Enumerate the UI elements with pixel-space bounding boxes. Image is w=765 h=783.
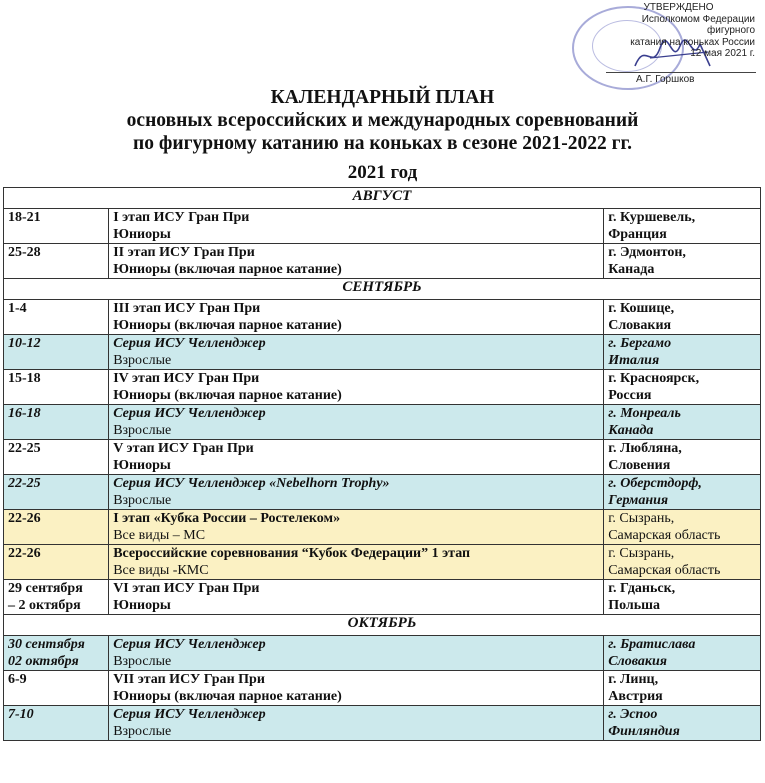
event-name: Всероссийские соревнования “Кубок Федерации” 1 этап <box>113 546 471 561</box>
event-date: 15-18 <box>8 371 41 386</box>
event-city: г. Сызрань, <box>608 546 675 561</box>
event-row <box>4 475 761 510</box>
event-city: г. Бергамо <box>608 336 672 351</box>
event-row <box>4 300 761 335</box>
event-row <box>4 244 761 279</box>
event-country: Россия <box>608 388 652 403</box>
event-date: 30 сентября <box>8 637 85 652</box>
event-date: 25-28 <box>8 245 41 260</box>
event-name: I этап ИСУ Гран При <box>113 210 250 225</box>
month-heading: СЕНТЯБРЬ <box>4 279 761 300</box>
event-date: 29 сентября <box>8 581 83 596</box>
event-name-cell <box>109 671 604 706</box>
event-name-cell <box>109 510 604 545</box>
event-name-cell <box>109 335 604 370</box>
event-location-cell <box>604 405 761 440</box>
month-row <box>4 188 761 209</box>
event-location-cell <box>604 580 761 615</box>
event-date: 7-10 <box>8 707 34 722</box>
event-name-cell <box>109 580 604 615</box>
event-date: 22-25 <box>8 476 41 491</box>
month-row <box>4 279 761 300</box>
event-location-cell <box>604 440 761 475</box>
event-category: Взрослые <box>113 654 172 669</box>
event-name-cell <box>109 440 604 475</box>
event-country: Австрия <box>608 689 663 704</box>
event-name: Серия ИСУ Челленджер <box>113 406 266 421</box>
event-name-cell <box>109 209 604 244</box>
event-category: Взрослые <box>113 724 172 739</box>
event-name: Серия ИСУ Челленджер <box>113 707 266 722</box>
event-name: VI этап ИСУ Гран При <box>113 581 260 596</box>
event-location-cell <box>604 706 761 741</box>
event-name: V этап ИСУ Гран При <box>113 441 254 456</box>
event-name: IV этап ИСУ Гран При <box>113 371 260 386</box>
event-city: г. Куршевель, <box>608 210 696 225</box>
event-country: Самарская область <box>608 528 721 543</box>
event-category: Юниоры <box>113 598 171 613</box>
event-city: г. Линц, <box>608 672 659 687</box>
event-date-cell <box>4 440 109 475</box>
event-date-cell <box>4 244 109 279</box>
calendar-table <box>3 187 761 741</box>
event-name: Серия ИСУ Челленджер <box>113 637 266 652</box>
event-date-cell <box>4 300 109 335</box>
event-location-cell <box>604 671 761 706</box>
event-row <box>4 706 761 741</box>
event-row <box>4 405 761 440</box>
event-location-cell <box>604 335 761 370</box>
event-city: г. Красноярск, <box>608 371 700 386</box>
event-row <box>4 636 761 671</box>
event-category: Юниоры <box>113 227 171 242</box>
event-name: III этап ИСУ Гран При <box>113 301 261 316</box>
signature-line <box>606 72 756 73</box>
event-city: г. Монреаль <box>608 406 681 421</box>
event-category: Все виды – МС <box>113 528 206 543</box>
approval-block <box>596 2 761 85</box>
event-category: Юниоры (включая парное катание) <box>113 388 342 403</box>
event-name-cell <box>109 244 604 279</box>
month-row <box>4 615 761 636</box>
event-date-cell <box>4 580 109 615</box>
event-date-end: 02 октября <box>8 654 79 669</box>
event-date-cell <box>4 209 109 244</box>
event-country: Франция <box>608 227 667 242</box>
event-city: г. Гданьск, <box>608 581 676 596</box>
event-country: Словения <box>608 458 671 473</box>
event-city: г. Эспоо <box>608 707 658 722</box>
event-location-cell <box>604 370 761 405</box>
event-date: 22-25 <box>8 441 41 456</box>
event-country: Италия <box>608 353 660 368</box>
event-row <box>4 335 761 370</box>
event-name: Серия ИСУ Челленджер <box>113 336 266 351</box>
event-name-cell <box>109 405 604 440</box>
approval-authority-line2: катания на коньках России <box>630 36 755 48</box>
event-country: Польша <box>608 598 661 613</box>
event-city: г. Оберстдорф, <box>608 476 702 491</box>
event-date-cell <box>4 335 109 370</box>
event-row <box>4 370 761 405</box>
event-country: Словакия <box>608 318 672 333</box>
event-country: Германия <box>608 493 669 508</box>
event-name-cell <box>109 706 604 741</box>
event-row <box>4 580 761 615</box>
event-category: Юниоры (включая парное катание) <box>113 318 342 333</box>
month-heading: АВГУСТ <box>4 188 761 209</box>
event-name-cell <box>109 475 604 510</box>
event-category: Взрослые <box>113 493 172 508</box>
event-category: Все виды -КМС <box>113 563 209 578</box>
event-category: Юниоры (включая парное катание) <box>113 689 342 704</box>
event-row <box>4 209 761 244</box>
event-date-cell <box>4 636 109 671</box>
event-category: Юниоры <box>113 458 171 473</box>
event-row <box>4 671 761 706</box>
event-category: Взрослые <box>113 423 172 438</box>
event-date: 10-12 <box>8 336 41 351</box>
event-date: 22-26 <box>8 546 41 561</box>
event-date: 16-18 <box>8 406 41 421</box>
month-heading: ОКТЯБРЬ <box>4 615 761 636</box>
event-name: II этап ИСУ Гран При <box>113 245 255 260</box>
approval-signatory: А.Г. Горшков <box>636 74 695 85</box>
event-name: I этап «Кубка России – Ростелеком» <box>113 511 341 526</box>
event-row <box>4 510 761 545</box>
event-city: г. Кошице, <box>608 301 675 316</box>
title-line-2: основных всероссийских и международных соревнований <box>126 110 639 131</box>
approval-title: УТВЕРЖДЕНО <box>643 2 714 13</box>
event-location-cell <box>604 545 761 580</box>
event-date: 6-9 <box>8 672 27 687</box>
event-country: Финляндия <box>608 724 680 739</box>
event-category: Взрослые <box>113 353 172 368</box>
event-country: Канада <box>608 262 655 277</box>
event-name-cell <box>109 636 604 671</box>
event-date: 18-21 <box>8 210 41 225</box>
event-date-cell <box>4 545 109 580</box>
event-city: г. Любляна, <box>608 441 682 456</box>
event-location-cell <box>604 636 761 671</box>
event-location-cell <box>604 300 761 335</box>
event-country: Словакия <box>608 654 667 669</box>
event-name-cell <box>109 370 604 405</box>
event-city: г. Эдмонтон, <box>608 245 686 260</box>
event-name-cell <box>109 545 604 580</box>
event-location-cell <box>604 209 761 244</box>
event-location-cell <box>604 244 761 279</box>
event-city: г. Сызрань, <box>608 511 675 526</box>
calendar-body <box>4 188 761 741</box>
event-name: Серия ИСУ Челленджер «Nebelhorn Trophy» <box>113 476 390 491</box>
approval-authority-line1: Исполкомом Федерации фигурного <box>641 13 755 36</box>
event-location-cell <box>604 475 761 510</box>
event-date-cell <box>4 706 109 741</box>
event-date-end: – 2 октября <box>8 598 81 613</box>
event-country: Самарская область <box>608 563 721 578</box>
event-category: Юниоры (включая парное катание) <box>113 262 342 277</box>
event-country: Канада <box>608 423 654 438</box>
event-date-cell <box>4 475 109 510</box>
event-city: г. Братислава <box>608 637 696 652</box>
event-name-cell <box>109 300 604 335</box>
event-row <box>4 545 761 580</box>
event-name: VII этап ИСУ Гран При <box>113 672 265 687</box>
event-date-cell <box>4 510 109 545</box>
event-date-cell <box>4 405 109 440</box>
title-line-1: КАЛЕНДАРНЫЙ ПЛАН <box>270 87 495 108</box>
approval-date: 12 мая 2021 г. <box>690 48 755 59</box>
title-line-3: по фигурному катанию на коньках в сезоне 2021-2022 гг. <box>133 133 632 154</box>
event-row <box>4 440 761 475</box>
document-title <box>0 86 765 155</box>
event-location-cell <box>604 510 761 545</box>
year-heading: 2021 год <box>347 162 418 183</box>
event-date-cell <box>4 671 109 706</box>
event-date-cell <box>4 370 109 405</box>
event-date: 22-26 <box>8 511 41 526</box>
event-date: 1-4 <box>8 301 27 316</box>
